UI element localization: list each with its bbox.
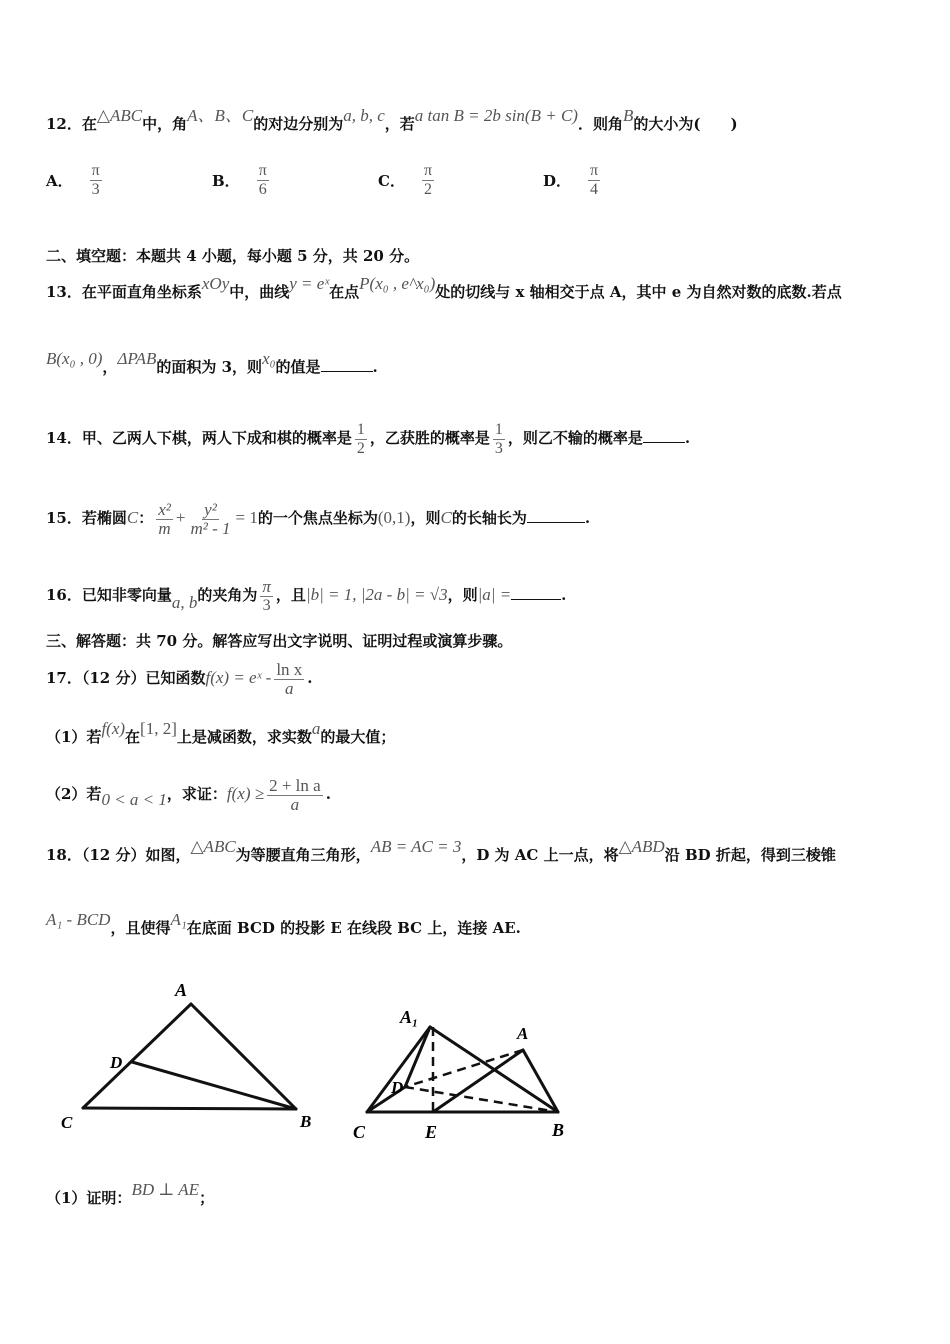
q16-answer-blank[interactable] [511,585,561,600]
segment-ad-dashed [405,1050,523,1087]
segment-ab [523,1050,558,1112]
label-a: A [175,980,188,1000]
q14-answer-blank[interactable] [643,428,685,443]
q13-line-1: 13．在平面直角坐标系xOy中，曲线y = eˣ在点P(x₀ , e^x₀)处的切线与 x 轴相交于点 A，其中 e 为自然对数的底数.若点 [46,274,842,301]
q12-line: 12．在△ABC中，角A、B、C的对边分别为a, b, c，若a tan B = 2b sin(B + C)．则角B的大小为( ) [46,106,738,133]
label-d: D [110,1053,123,1072]
label-c: C [353,1122,366,1142]
q15-answer-blank[interactable] [527,508,585,523]
q12-equation: a tan B = 2b sin(B + C) [414,106,578,125]
section-2-heading: 二、填空题：本题共 4 小题，每小题 5 分，共 20 分。 [46,247,420,265]
q17-part-2: （2）若0 < a < 1，求证：f(x) ≥ $\frac{\text{2 + ln a}}{a}$ . [46,775,331,814]
q18-line-2: A₁ - BCD，且使得A₁在底面 BCD 的投影 E 在线段 BC 上，连接 AE. [46,910,521,937]
label-b: B [300,1112,312,1131]
q17-line: 17．（12 分）已知函数f(x) = eˣ - $\frac{\text{ln x}}{a}$ . [46,659,313,698]
q17-part-1: （1）若f(x)在[1, 2]上是减函数，求实数a的最大值； [46,719,396,746]
segment-cb [83,1108,296,1109]
q18-part-1: （1）证明：BD ⊥ AE； [46,1180,215,1207]
label-c: C [61,1113,73,1132]
q12-triangle: △ABC [96,106,143,125]
label-b: B [552,1120,565,1140]
label-e: E [425,1122,438,1142]
figure-triangle-abc [55,978,325,1138]
q13-answer-blank[interactable] [321,357,373,372]
q14-line: 14．甲、乙两人下棋，两人下成和棋的概率是 $\frac{1}{2}$ ，乙获胜的概率是 $\frac{1}{3}$ ，则乙不输的概率是 . [46,420,691,457]
figure-pyramid-a1bcd [345,995,585,1150]
label-d: D [391,1078,404,1097]
q12-option-b: B． $\frac{\pi}{6}$ [212,162,267,198]
q15-line: 15．若椭圆C： $\frac{\text{x²}}{m}$ + $\frac{\text{y²}}{\text{m² - 1}}$ = 1的一个焦点坐标为(0,1)，则C的长轴长为 . [46,499,591,538]
segment-ac [83,1004,191,1108]
segment-db-dashed [405,1087,558,1112]
q16-line: 16．已知非零向量a, b的夹角为 $\frac{\pi}{3}$ ，且|b| = 1, |2a - b| = √3，则|a| = . [46,576,567,614]
q12-option-c: C． $\frac{\pi}{2}$ [378,162,433,198]
q18-line-1: 18．（12 分）如图，△ABC为等腰直角三角形，AB = AC = 3，D 为 AC 上一点，将△ABD沿 BD 折起，得到三棱锥 [46,837,836,864]
q13-line-2: B(x₀ , 0)，ΔPAB的面积为 3，则x₀的值是 . [46,349,378,376]
segment-a1c [367,1027,430,1112]
label-a: A [517,1024,529,1043]
label-a1: A₁ [400,1007,419,1027]
q12-option-a: A． $\frac{\pi}{3}$ [46,162,100,198]
q12-option-d: D． $\frac{\pi}{4}$ [543,162,599,198]
section-3-heading: 三、解答题：共 70 分。解答应写出文字说明、证明过程或演算步骤。 [46,632,513,650]
